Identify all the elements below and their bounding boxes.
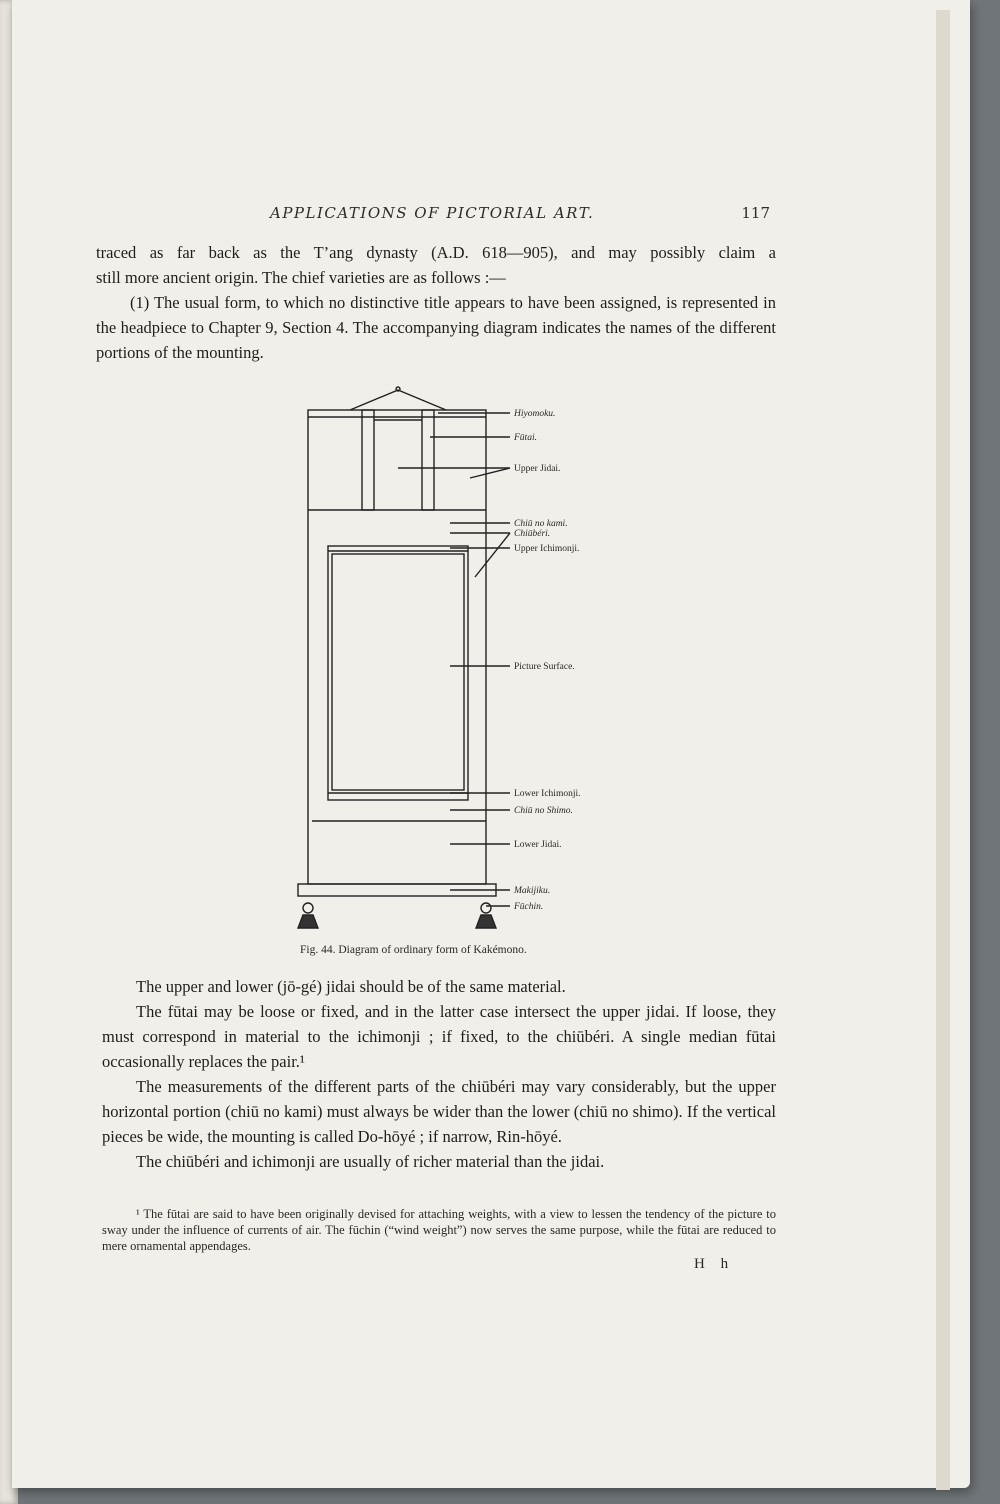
- intro-line-2: still more ancient origin. The chief varieties are as follows :—: [96, 268, 506, 287]
- intro-text: [96, 240, 776, 365]
- picture-surface: [332, 554, 464, 790]
- label-futai: Fūtai.: [514, 433, 537, 443]
- kakemono-diagram: [290, 380, 610, 940]
- label-upper-ichimonji: Upper Ichimonji.: [514, 544, 580, 554]
- label-makijiku: Makijiku.: [514, 886, 551, 896]
- variety-paragraph: (1) The usual form, to which no distinctive title appears to have been assigned, is represented in the headpiece to Chapter 9, Section 4. The accompanying diagram indicates the names of the different portions of the mounting.: [96, 293, 776, 362]
- description-text: [102, 974, 776, 1174]
- intro-line-1: traced as far back as the T’ang dynasty (A.D. 618—905), and may possibly claim a: [96, 243, 776, 262]
- label-lower-jidai: Lower Jidai.: [514, 840, 562, 850]
- signature-mark: H h: [694, 1256, 735, 1272]
- running-head-title: APPLICATIONS OF PICTORIAL ART.: [270, 204, 595, 222]
- page-stack-edge: [936, 10, 950, 1490]
- paragraph-2: The fūtai may be loose or fixed, and in the latter case intersect the upper jidai. If loose, they must correspond in material to the ichimonji ; if fixed, to the chiūbéri. A single median fūtai occasionally replaces the pair.¹: [102, 1002, 776, 1071]
- page-number: 117: [741, 204, 770, 222]
- footnote: ¹ The fūtai are said to have been originally devised for attaching weights, with a view to lessen the tendency of the picture to sway under the influence of currents of air. The fūchin (“wind weight”) now serves the same purpose, while the fūtai are reduced to mere ornamental appendages.: [102, 1207, 776, 1253]
- paragraph-1: The upper and lower (jō-gé) jidai should be of the same material.: [136, 977, 566, 996]
- label-chiu-no-shimo: Chiū no Shimo.: [514, 806, 573, 816]
- futai-right: [422, 410, 434, 510]
- futai-left: [362, 410, 374, 510]
- figure-caption: Fig. 44. Diagram of ordinary form of Kakémono.: [300, 944, 527, 956]
- label-chiuberi: Chiūbéri.: [514, 529, 551, 539]
- label-lower-ichimonji: Lower Ichimonji.: [514, 789, 581, 799]
- paragraph-3: The measurements of the different parts of the chiūbéri may vary considerably, but the upper horizontal portion (chiū no kami) must always be wider than the lower (chiū no shimo). If the vertical pieces be wide, the mounting is called Do-hōyé ; if narrow, Rin-hōyé.: [102, 1077, 776, 1146]
- label-fuchin: Fūchin.: [514, 902, 544, 912]
- hanging-cord: [350, 390, 446, 410]
- label-hiyomoku: Hiyomoku.: [514, 409, 556, 419]
- label-chiu-no-kami: Chiū no kami.: [514, 519, 568, 529]
- label-picture-surface: Picture Surface.: [514, 662, 575, 672]
- paragraph-4: The chiūbéri and ichimonji are usually of richer material than the jidai.: [136, 1152, 605, 1171]
- label-upper-jidai: Upper Jidai.: [514, 464, 561, 474]
- scroll-outline: [308, 410, 486, 884]
